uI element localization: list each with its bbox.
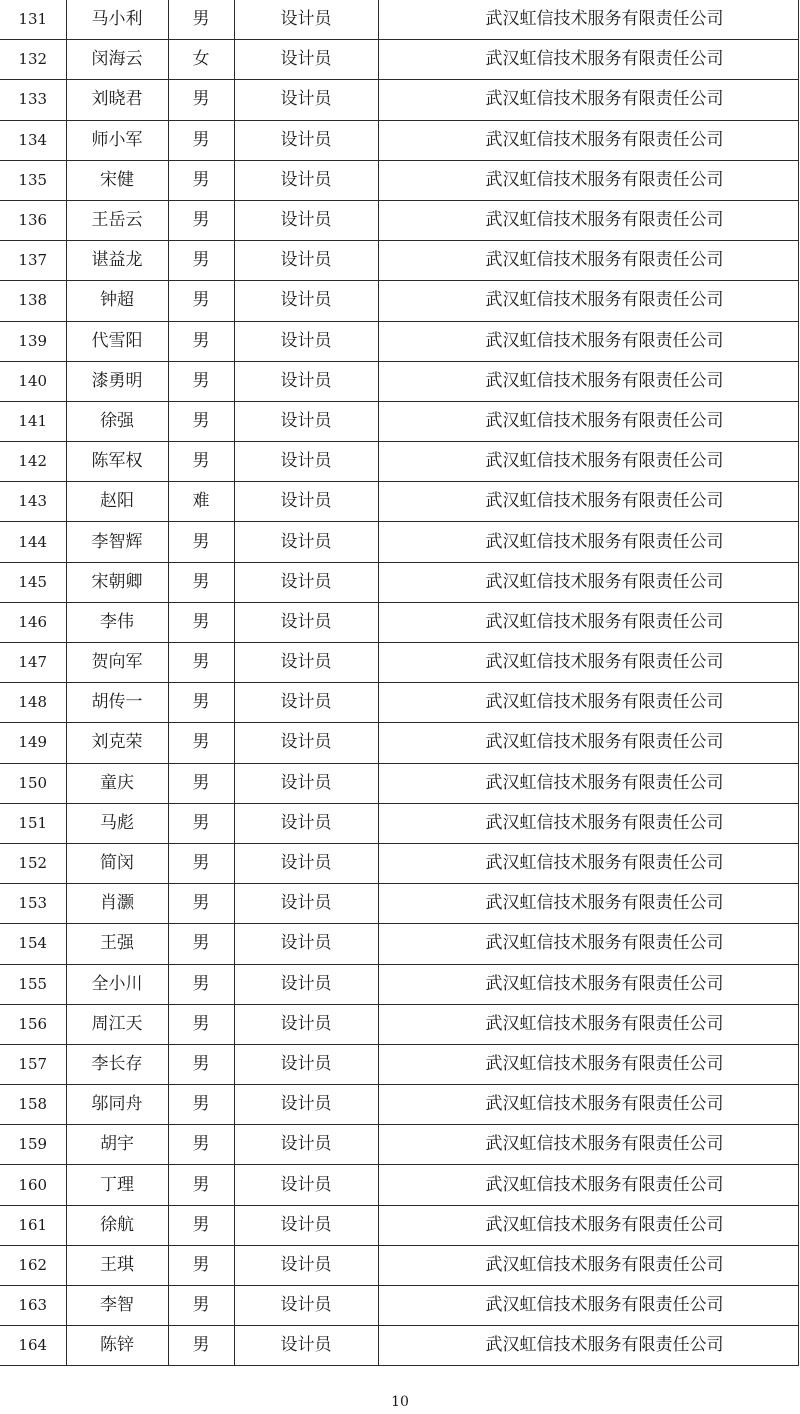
row-number-cell: 138 — [0, 281, 66, 321]
table-row — [0, 723, 798, 763]
position-cell: 设计员 — [234, 442, 378, 482]
row-number-cell: 133 — [0, 80, 66, 120]
company-cell: 武汉虹信技术服务有限责任公司 — [378, 723, 798, 763]
row-number-cell: 131 — [0, 0, 66, 40]
gender-cell: 男 — [168, 643, 234, 683]
table-row — [0, 241, 798, 281]
row-number-cell: 159 — [0, 1125, 66, 1165]
company-cell: 武汉虹信技术服务有限责任公司 — [378, 401, 798, 441]
row-number-cell: 158 — [0, 1085, 66, 1125]
table-row — [0, 0, 798, 40]
gender-cell: 难 — [168, 482, 234, 522]
gender-cell: 男 — [168, 0, 234, 40]
gender-cell: 男 — [168, 964, 234, 1004]
name-cell: 王强 — [66, 924, 168, 964]
table-row — [0, 522, 798, 562]
row-number-cell: 156 — [0, 1004, 66, 1044]
company-cell: 武汉虹信技术服务有限责任公司 — [378, 0, 798, 40]
company-cell: 武汉虹信技术服务有限责任公司 — [378, 160, 798, 200]
gender-cell: 男 — [168, 924, 234, 964]
row-number-cell: 149 — [0, 723, 66, 763]
gender-cell: 男 — [168, 442, 234, 482]
position-cell: 设计员 — [234, 281, 378, 321]
name-cell: 胡传一 — [66, 683, 168, 723]
position-cell: 设计员 — [234, 361, 378, 401]
table-row — [0, 482, 798, 522]
row-number-cell: 152 — [0, 843, 66, 883]
page-number: 10 — [391, 1394, 409, 1410]
gender-cell: 男 — [168, 522, 234, 562]
position-cell: 设计员 — [234, 0, 378, 40]
gender-cell: 男 — [168, 1085, 234, 1125]
company-cell: 武汉虹信技术服务有限责任公司 — [378, 1286, 798, 1326]
row-number-cell: 144 — [0, 522, 66, 562]
position-cell: 设计员 — [234, 924, 378, 964]
table-row — [0, 562, 798, 602]
row-number-cell: 163 — [0, 1286, 66, 1326]
name-cell: 陈锌 — [66, 1326, 168, 1366]
row-number-cell: 148 — [0, 683, 66, 723]
table-row — [0, 964, 798, 1004]
name-cell: 王岳云 — [66, 200, 168, 240]
name-cell: 邬同舟 — [66, 1085, 168, 1125]
company-cell: 武汉虹信技术服务有限责任公司 — [378, 120, 798, 160]
name-cell: 谌益龙 — [66, 241, 168, 281]
position-cell: 设计员 — [234, 643, 378, 683]
gender-cell: 男 — [168, 1004, 234, 1044]
gender-cell: 男 — [168, 200, 234, 240]
table-row — [0, 683, 798, 723]
row-number-cell: 139 — [0, 321, 66, 361]
company-cell: 武汉虹信技术服务有限责任公司 — [378, 602, 798, 642]
company-cell: 武汉虹信技术服务有限责任公司 — [378, 1085, 798, 1125]
company-cell: 武汉虹信技术服务有限责任公司 — [378, 241, 798, 281]
row-number-cell: 164 — [0, 1326, 66, 1366]
name-cell: 刘晓君 — [66, 80, 168, 120]
row-number-cell: 142 — [0, 442, 66, 482]
position-cell: 设计员 — [234, 763, 378, 803]
table-row — [0, 160, 798, 200]
company-cell: 武汉虹信技术服务有限责任公司 — [378, 80, 798, 120]
name-cell: 童庆 — [66, 763, 168, 803]
name-cell: 肖灏 — [66, 884, 168, 924]
table-row — [0, 1245, 798, 1285]
company-cell: 武汉虹信技术服务有限责任公司 — [378, 803, 798, 843]
gender-cell: 男 — [168, 562, 234, 602]
gender-cell: 男 — [168, 120, 234, 160]
position-cell: 设计员 — [234, 1326, 378, 1366]
gender-cell: 男 — [168, 281, 234, 321]
name-cell: 李智 — [66, 1286, 168, 1326]
row-number-cell: 161 — [0, 1205, 66, 1245]
row-number-cell: 143 — [0, 482, 66, 522]
company-cell: 武汉虹信技术服务有限责任公司 — [378, 843, 798, 883]
gender-cell: 男 — [168, 1205, 234, 1245]
gender-cell: 男 — [168, 1286, 234, 1326]
table-row — [0, 1326, 798, 1366]
table-row — [0, 401, 798, 441]
position-cell: 设计员 — [234, 160, 378, 200]
position-cell: 设计员 — [234, 120, 378, 160]
name-cell: 胡宇 — [66, 1125, 168, 1165]
gender-cell: 男 — [168, 1165, 234, 1205]
row-number-cell: 132 — [0, 40, 66, 80]
table-row — [0, 803, 798, 843]
company-cell: 武汉虹信技术服务有限责任公司 — [378, 1326, 798, 1366]
position-cell: 设计员 — [234, 482, 378, 522]
gender-cell: 男 — [168, 884, 234, 924]
position-cell: 设计员 — [234, 200, 378, 240]
table-row — [0, 40, 798, 80]
position-cell: 设计员 — [234, 40, 378, 80]
company-cell: 武汉虹信技术服务有限责任公司 — [378, 482, 798, 522]
row-number-cell: 150 — [0, 763, 66, 803]
name-cell: 丁理 — [66, 1165, 168, 1205]
gender-cell: 男 — [168, 1326, 234, 1366]
company-cell: 武汉虹信技术服务有限责任公司 — [378, 763, 798, 803]
company-cell: 武汉虹信技术服务有限责任公司 — [378, 1165, 798, 1205]
company-cell: 武汉虹信技术服务有限责任公司 — [378, 522, 798, 562]
company-cell: 武汉虹信技术服务有限责任公司 — [378, 964, 798, 1004]
position-cell: 设计员 — [234, 884, 378, 924]
position-cell: 设计员 — [234, 1245, 378, 1285]
table-row — [0, 1286, 798, 1326]
name-cell: 宋健 — [66, 160, 168, 200]
row-number-cell: 153 — [0, 884, 66, 924]
company-cell: 武汉虹信技术服务有限责任公司 — [378, 1205, 798, 1245]
position-cell: 设计员 — [234, 1205, 378, 1245]
name-cell: 全小川 — [66, 964, 168, 1004]
company-cell: 武汉虹信技术服务有限责任公司 — [378, 924, 798, 964]
table-row — [0, 1125, 798, 1165]
table-row — [0, 442, 798, 482]
table-row — [0, 843, 798, 883]
company-cell: 武汉虹信技术服务有限责任公司 — [378, 321, 798, 361]
row-number-cell: 135 — [0, 160, 66, 200]
name-cell: 闵海云 — [66, 40, 168, 80]
company-cell: 武汉虹信技术服务有限责任公司 — [378, 361, 798, 401]
row-number-cell: 155 — [0, 964, 66, 1004]
position-cell: 设计员 — [234, 602, 378, 642]
table-row — [0, 1004, 798, 1044]
table-row — [0, 763, 798, 803]
row-number-cell: 162 — [0, 1245, 66, 1285]
company-cell: 武汉虹信技术服务有限责任公司 — [378, 1125, 798, 1165]
gender-cell: 男 — [168, 723, 234, 763]
row-number-cell: 136 — [0, 200, 66, 240]
position-cell: 设计员 — [234, 964, 378, 1004]
table-row — [0, 924, 798, 964]
name-cell: 代雪阳 — [66, 321, 168, 361]
gender-cell: 男 — [168, 1245, 234, 1285]
company-cell: 武汉虹信技术服务有限责任公司 — [378, 442, 798, 482]
position-cell: 设计员 — [234, 683, 378, 723]
name-cell: 宋朝卿 — [66, 562, 168, 602]
name-cell: 刘克荣 — [66, 723, 168, 763]
position-cell: 设计员 — [234, 1004, 378, 1044]
row-number-cell: 154 — [0, 924, 66, 964]
table-row — [0, 1044, 798, 1084]
row-number-cell: 134 — [0, 120, 66, 160]
name-cell: 李智辉 — [66, 522, 168, 562]
name-cell: 陈军权 — [66, 442, 168, 482]
name-cell: 简闵 — [66, 843, 168, 883]
gender-cell: 男 — [168, 401, 234, 441]
table-row — [0, 1205, 798, 1245]
gender-cell: 男 — [168, 683, 234, 723]
gender-cell: 男 — [168, 160, 234, 200]
table-row — [0, 643, 798, 683]
row-number-cell: 151 — [0, 803, 66, 843]
gender-cell: 男 — [168, 321, 234, 361]
position-cell: 设计员 — [234, 1044, 378, 1084]
position-cell: 设计员 — [234, 241, 378, 281]
row-number-cell: 157 — [0, 1044, 66, 1084]
row-number-cell: 137 — [0, 241, 66, 281]
gender-cell: 男 — [168, 602, 234, 642]
row-number-cell: 147 — [0, 643, 66, 683]
company-cell: 武汉虹信技术服务有限责任公司 — [378, 200, 798, 240]
row-number-cell: 146 — [0, 602, 66, 642]
name-cell: 马小利 — [66, 0, 168, 40]
table-row — [0, 80, 798, 120]
name-cell: 徐强 — [66, 401, 168, 441]
gender-cell: 男 — [168, 241, 234, 281]
company-cell: 武汉虹信技术服务有限责任公司 — [378, 40, 798, 80]
company-cell: 武汉虹信技术服务有限责任公司 — [378, 281, 798, 321]
position-cell: 设计员 — [234, 843, 378, 883]
company-cell: 武汉虹信技术服务有限责任公司 — [378, 683, 798, 723]
table-row — [0, 200, 798, 240]
company-cell: 武汉虹信技术服务有限责任公司 — [378, 562, 798, 602]
position-cell: 设计员 — [234, 1165, 378, 1205]
position-cell: 设计员 — [234, 1125, 378, 1165]
name-cell: 徐航 — [66, 1205, 168, 1245]
row-number-cell: 145 — [0, 562, 66, 602]
gender-cell: 男 — [168, 80, 234, 120]
position-cell: 设计员 — [234, 562, 378, 602]
table-row — [0, 602, 798, 642]
table-row — [0, 120, 798, 160]
company-cell: 武汉虹信技术服务有限责任公司 — [378, 1044, 798, 1084]
table-row — [0, 1085, 798, 1125]
row-number-cell: 140 — [0, 361, 66, 401]
table-row — [0, 361, 798, 401]
position-cell: 设计员 — [234, 803, 378, 843]
gender-cell: 男 — [168, 361, 234, 401]
table-row — [0, 884, 798, 924]
name-cell: 周江天 — [66, 1004, 168, 1044]
name-cell: 漆勇明 — [66, 361, 168, 401]
table-row — [0, 1165, 798, 1205]
name-cell: 李长存 — [66, 1044, 168, 1084]
position-cell: 设计员 — [234, 401, 378, 441]
name-cell: 师小军 — [66, 120, 168, 160]
position-cell: 设计员 — [234, 522, 378, 562]
gender-cell: 男 — [168, 843, 234, 883]
name-cell: 钟超 — [66, 281, 168, 321]
position-cell: 设计员 — [234, 1286, 378, 1326]
name-cell: 王琪 — [66, 1245, 168, 1285]
gender-cell: 男 — [168, 763, 234, 803]
name-cell: 赵阳 — [66, 482, 168, 522]
company-cell: 武汉虹信技术服务有限责任公司 — [378, 1004, 798, 1044]
company-cell: 武汉虹信技术服务有限责任公司 — [378, 884, 798, 924]
gender-cell: 男 — [168, 803, 234, 843]
name-cell: 马彪 — [66, 803, 168, 843]
gender-cell: 男 — [168, 1044, 234, 1084]
position-cell: 设计员 — [234, 723, 378, 763]
table-row — [0, 321, 798, 361]
position-cell: 设计员 — [234, 80, 378, 120]
table-row — [0, 281, 798, 321]
position-cell: 设计员 — [234, 1085, 378, 1125]
position-cell: 设计员 — [234, 321, 378, 361]
name-cell: 李伟 — [66, 602, 168, 642]
gender-cell: 女 — [168, 40, 234, 80]
name-cell: 贺向军 — [66, 643, 168, 683]
company-cell: 武汉虹信技术服务有限责任公司 — [378, 643, 798, 683]
gender-cell: 男 — [168, 1125, 234, 1165]
row-number-cell: 141 — [0, 401, 66, 441]
row-number-cell: 160 — [0, 1165, 66, 1205]
company-cell: 武汉虹信技术服务有限责任公司 — [378, 1245, 798, 1285]
